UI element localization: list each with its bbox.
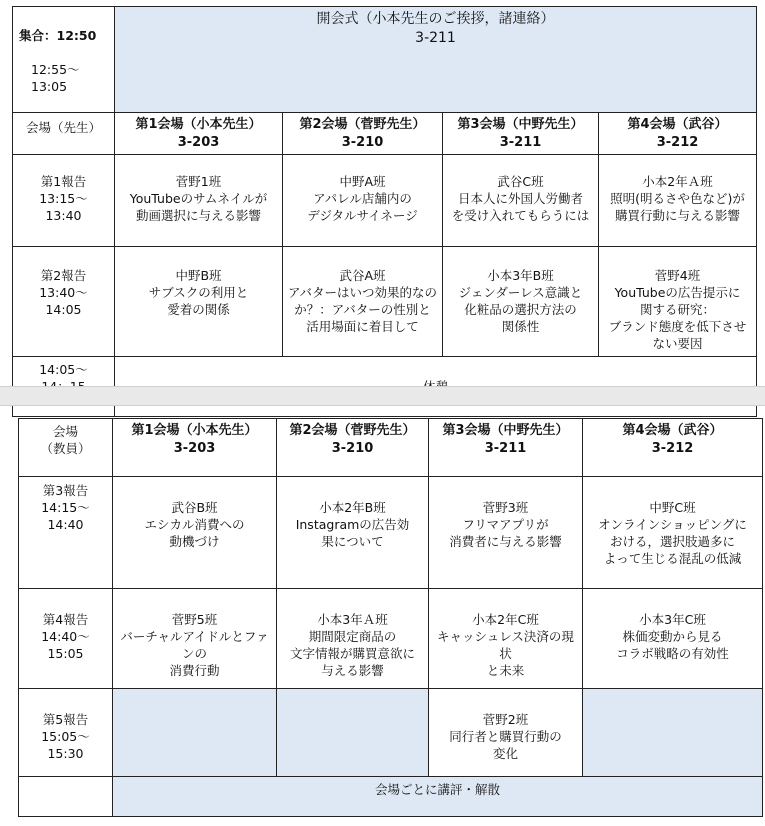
slot-label: 第3報告 14:15～ 14:40 <box>19 477 113 589</box>
table-row <box>19 777 763 817</box>
venue-2-header: 第2会場（菅野先生） 3-210 <box>283 113 443 155</box>
presentation-cell: 小本3年C班 株価変動から見る コラボ戦略の有効性 <box>583 589 763 689</box>
presentation-cell: 武谷A班 アバターはいつ効果的なの か？：アバターの性別と 活用場面に着目して <box>283 247 443 357</box>
table-row <box>19 589 763 689</box>
presentation-cell: 小本2年Ａ班 照明(明るさや色など)が 購買行動に与える影響 <box>599 155 757 247</box>
presentation-cell: 武谷C班 日本人に外国人労働者 を受け入れてもらうには <box>443 155 599 247</box>
venue-4-header: 第4会場（武谷） 3-212 <box>583 419 763 477</box>
slot-label: 第5報告 15:05～ 15:30 <box>19 689 113 777</box>
presentation-cell: 小本2年C班 キャッシュレス決済の現状 と未来 <box>429 589 583 689</box>
break-time: 14:05～ <box>13 357 115 417</box>
room-label: 会場（先生） <box>13 113 115 155</box>
presentation-cell: 菅野4班 YouTubeの広告提示に 関する研究： ブランド態度を低下させ ない要因 <box>599 247 757 357</box>
room-label: 会場 （教員） <box>19 419 113 477</box>
venue-3-header: 第3会場（中野先生） 3-211 <box>429 419 583 477</box>
closing-cell: 会場ごとに講評・解散 <box>113 777 763 817</box>
venue-1-header: 第1会場（小本先生） 3-203 <box>115 113 283 155</box>
presentation-cell: 武谷B班 エシカル消費への 動機づけ <box>113 477 277 589</box>
table-row <box>19 477 763 589</box>
table-row <box>13 247 757 357</box>
presentation-cell: 中野A班 アパレル店舗内の デジタルサイネージ <box>283 155 443 247</box>
page-separator <box>0 386 765 406</box>
slot-label: 第1報告 13:15～ 13:40 <box>13 155 115 247</box>
presentation-cell: 小本3年Ａ班 期間限定商品の 文字情報が購買意欲に 与える影響 <box>277 589 429 689</box>
opening-time-range: 12:55～ 13:05 <box>31 62 80 94</box>
empty-slot <box>583 689 763 777</box>
presentation-cell: 菅野3班 フリマアプリが 消費者に与える影響 <box>429 477 583 589</box>
venue-4-header: 第4会場（武谷） 3-212 <box>599 113 757 155</box>
closing-label-cell <box>19 777 113 817</box>
schedule-table-2 <box>18 418 763 817</box>
presentation-cell: 菅野5班 バーチャルアイドルとファンの 消費行動 <box>113 589 277 689</box>
table-row <box>19 689 763 777</box>
opening-ceremony: 開会式（小本先生のご挨拶，諸連絡） 3-211 <box>115 7 757 113</box>
venue-1-header: 第1会場（小本先生） 3-203 <box>113 419 277 477</box>
presentation-cell: 中野C班 オンラインショッピングに おける，選択肢過多に よって生じる混乱の低減 <box>583 477 763 589</box>
assembly-time-cell <box>13 7 115 113</box>
venue-2-header: 第2会場（菅野先生） 3-210 <box>277 419 429 477</box>
presentation-cell: 小本2年B班 Instagramの広告効 果について <box>277 477 429 589</box>
slot-label: 第2報告 13:40～ 14:05 <box>13 247 115 357</box>
assembly-time: 集合：12:50 <box>19 28 97 43</box>
presentation-cell: 中野B班 サブスクの利用と 愛着の関係 <box>115 247 283 357</box>
presentation-cell: 小本3年B班 ジェンダーレス意識と 化粧品の選択方法の 関係性 <box>443 247 599 357</box>
schedule-table-1 <box>12 6 757 417</box>
presentation-cell: 菅野1班 YouTubeのサムネイルが 動画選択に与える影響 <box>115 155 283 247</box>
empty-slot <box>277 689 429 777</box>
presentation-cell: 菅野2班 同行者と購買行動の 変化 <box>429 689 583 777</box>
table-row <box>13 155 757 247</box>
empty-slot <box>113 689 277 777</box>
slot-label: 第4報告 14:40～ 15:05 <box>19 589 113 689</box>
venue-3-header: 第3会場（中野先生） 3-211 <box>443 113 599 155</box>
